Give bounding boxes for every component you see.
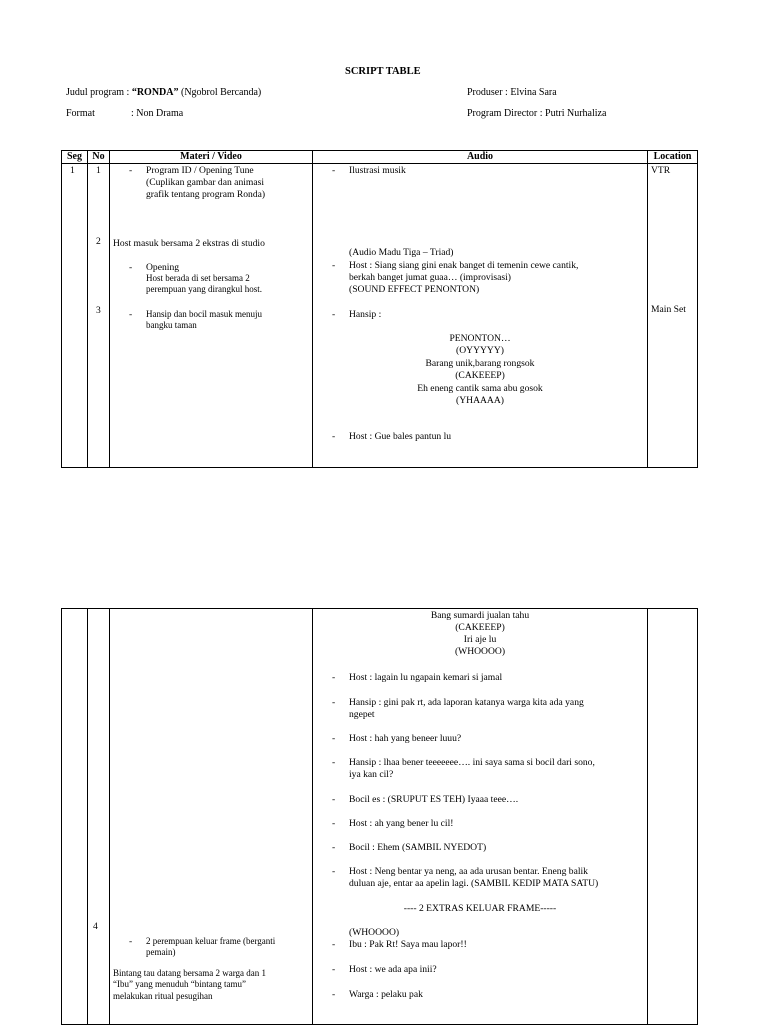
- audio-text: ngepet: [349, 709, 375, 720]
- audio-text: Host : Gue bales pantun lu: [349, 431, 452, 442]
- list-dash: -: [332, 757, 336, 768]
- audio-text: Bang sumardi jualan tahu: [430, 610, 530, 621]
- audio-text: Hansip :: [349, 309, 382, 320]
- video-text: Hansip dan bocil masuk menuju: [146, 309, 262, 319]
- list-dash: -: [129, 309, 133, 320]
- audio-text: (OYYYYY): [456, 345, 504, 356]
- audio-text: (YHAAAA): [456, 395, 504, 406]
- video-text: pemain): [146, 947, 176, 957]
- audio-text: Host : Neng bentar ya neng, aa ada urusan bentar. Eneng balik: [349, 866, 588, 877]
- video-text: grafik tentang program Ronda): [146, 189, 266, 200]
- list-dash: -: [332, 794, 336, 805]
- audio-text: Bocil es : (SRUPUT ES TEH) Iyaaa teee….: [349, 794, 519, 805]
- seg-number: 1: [70, 165, 75, 176]
- list-dash: -: [129, 262, 133, 273]
- program-subtitle: (Ngobrol Bercanda): [178, 87, 262, 98]
- no-1: 1: [96, 165, 101, 176]
- location-cell: [648, 609, 698, 1025]
- seg-cell: [62, 609, 88, 1025]
- audio-cell: [313, 609, 648, 1025]
- list-dash: -: [332, 866, 336, 877]
- no-cell: [88, 609, 110, 1025]
- audio-text: ---- 2 EXTRAS KELUAR FRAME-----: [403, 903, 557, 914]
- audio-text: (Audio Madu Tiga – Triad): [349, 247, 454, 258]
- video-text: melakukan ritual pesugihan: [113, 991, 213, 1001]
- table-row: [62, 609, 698, 1025]
- col-no: No: [88, 151, 110, 164]
- audio-text: Eh eneng cantik sama abu gosok: [417, 383, 543, 394]
- audio-text: (WHOOOO): [349, 927, 400, 938]
- audio-text: Ilustrasi musik: [349, 165, 406, 176]
- format-value: : Non Drama: [131, 108, 184, 119]
- video-text: bangku taman: [146, 320, 197, 330]
- format-label: Format: [66, 108, 95, 119]
- col-audio: Audio: [313, 151, 648, 164]
- audio-text: (SOUND EFFECT PENONTON): [349, 284, 480, 295]
- program-name: “RONDA”: [131, 87, 179, 98]
- audio-text: Hansip : lhaa bener teeeeeee…. ini saya sama si bocil dari sono,: [349, 757, 595, 768]
- list-dash: -: [332, 431, 336, 442]
- list-dash: -: [129, 165, 133, 176]
- audio-text: Warga : pelaku pak: [349, 989, 423, 1000]
- no-cell: [88, 164, 110, 468]
- video-text: Host berada di set bersama 2: [146, 273, 250, 283]
- audio-text: duluan aje, entar aa apelin lagi. (SAMBIL KEDIP MATA SATU): [349, 878, 599, 889]
- audio-text: (CAKEEEP): [455, 370, 505, 381]
- location-cell: [648, 164, 698, 468]
- script-table-1: [61, 150, 698, 468]
- judul-program: [66, 87, 261, 98]
- list-dash: -: [332, 842, 336, 853]
- audio-text: iya kan cil?: [349, 769, 394, 780]
- video-text: Host masuk bersama 2 ekstras di studio: [113, 238, 265, 249]
- script-table-2: [61, 608, 698, 1025]
- video-cell: [110, 164, 313, 468]
- video-text: (Cuplikan gambar dan animasi: [146, 177, 265, 188]
- audio-text: (WHOOOO): [454, 646, 506, 657]
- list-dash: -: [332, 733, 336, 744]
- audio-text: Host : we ada apa inii?: [349, 964, 437, 975]
- header-row: [62, 151, 698, 164]
- location-text: VTR: [651, 165, 671, 176]
- audio-text: Iri aje lu: [463, 634, 497, 645]
- audio-text: (CAKEEEP): [455, 622, 505, 633]
- video-text: 2 perempuan keluar frame (berganti: [146, 936, 276, 946]
- list-dash: -: [332, 697, 336, 708]
- audio-text: Ibu : Pak Rt! Saya mau lapor!!: [349, 939, 467, 950]
- audio-text: Host : ah yang bener lu cil!: [349, 818, 454, 829]
- video-text: perempuan yang dirangkul host.: [146, 284, 262, 294]
- audio-text: Host : lagain lu ngapain kemari si jamal: [349, 672, 503, 683]
- page-title: SCRIPT TABLE: [345, 66, 421, 77]
- audio-cell: [313, 164, 648, 468]
- no-2: 2: [96, 236, 101, 247]
- location-text: Main Set: [651, 304, 686, 315]
- audio-text: Host : hah yang beneer luuu?: [349, 733, 462, 744]
- video-cell: [110, 609, 313, 1025]
- produser: Produser : Elvina Sara: [467, 87, 557, 98]
- video-text: “Ibu” yang menuduh “bintang tamu”: [113, 979, 246, 989]
- program-director: Program Director : Putri Nurhaliza: [467, 108, 607, 119]
- col-materi-video: Materi / Video: [110, 151, 313, 164]
- video-text: Bintang tau datang bersama 2 warga dan 1: [113, 968, 267, 978]
- list-dash: -: [332, 964, 336, 975]
- audio-text: berkah banget jumat guaa… (improvisasi): [349, 272, 511, 283]
- judul-label: Judul program :: [66, 87, 132, 98]
- list-dash: -: [332, 939, 336, 950]
- list-dash: -: [332, 818, 336, 829]
- seg-cell: [62, 164, 88, 468]
- list-dash: -: [332, 672, 336, 683]
- audio-text: Host : Siang siang gini enak banget di temenin cewe cantik,: [349, 260, 579, 271]
- list-dash: -: [332, 165, 336, 176]
- table-row: [62, 164, 698, 468]
- audio-text: Hansip : gini pak rt, ada laporan katanya warga kita ada yang: [349, 697, 584, 708]
- col-seg: Seg: [62, 151, 88, 164]
- list-dash: -: [332, 989, 336, 1000]
- list-dash: -: [129, 936, 133, 947]
- no-3: 3: [96, 305, 101, 316]
- video-text: Program ID / Opening Tune: [146, 165, 254, 176]
- col-location: Location: [648, 151, 698, 164]
- no-4: 4: [93, 921, 98, 932]
- audio-text: Barang unik,barang rongsok: [425, 358, 535, 369]
- audio-text: Bocil : Ehem (SAMBIL NYEDOT): [349, 842, 487, 853]
- list-dash: -: [332, 309, 336, 320]
- video-text: Opening: [146, 262, 180, 273]
- audio-text: PENONTON…: [449, 333, 511, 344]
- list-dash: -: [332, 260, 336, 271]
